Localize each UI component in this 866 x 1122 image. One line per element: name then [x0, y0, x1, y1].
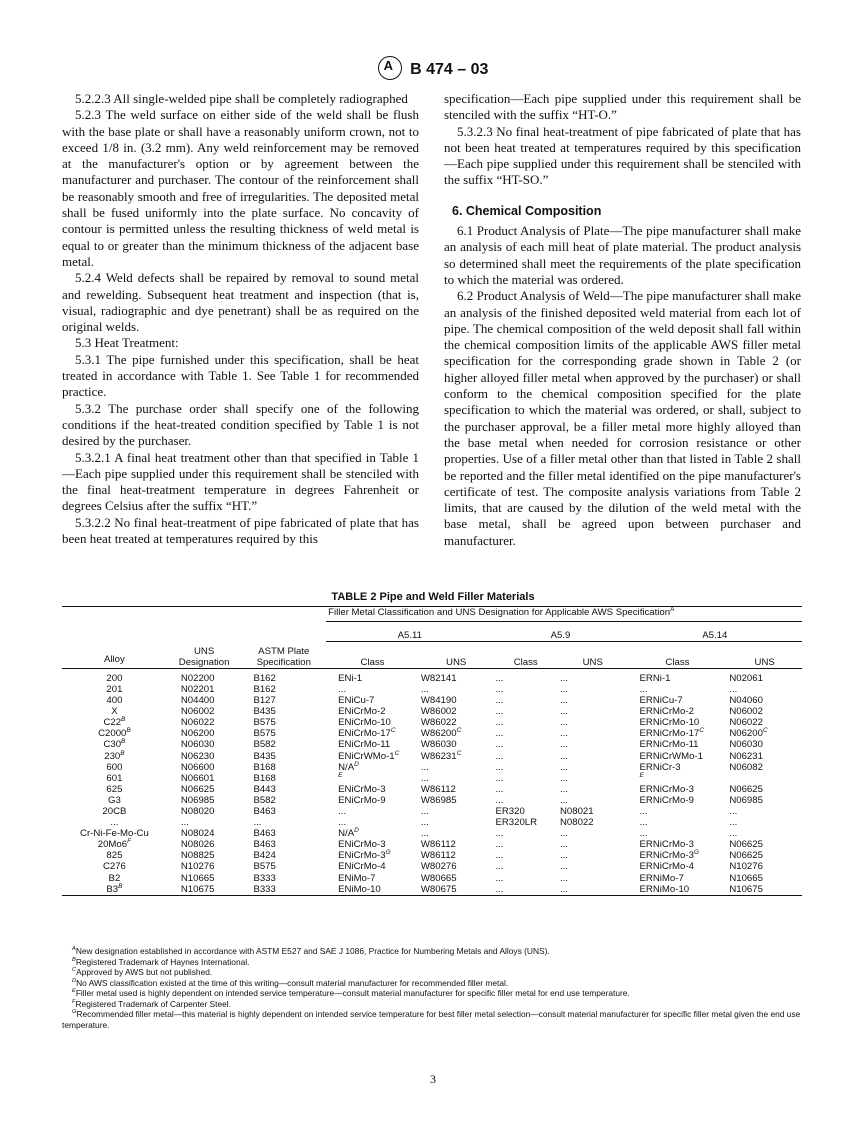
footnote-letter: A	[72, 946, 76, 953]
table-cell: ...	[495, 750, 504, 762]
table-cell: Cr-Ni-Fe-Mo-Cu	[80, 828, 149, 840]
col-a5-14-class: Class	[628, 642, 728, 669]
table-cell: ERNiCrWMo-1	[639, 750, 703, 762]
table-cell: ...	[180, 817, 189, 829]
footnote-letter: F	[72, 998, 76, 1005]
table-row	[62, 695, 802, 706]
footnote-marker: C	[456, 727, 462, 735]
group-header-text: Filler Metal Classification and UNS Designation for Applicable AWS Specification	[328, 607, 671, 618]
table-cell: W86112	[420, 839, 456, 851]
para-5-3-2-2: 5.3.2.2 No final heat-treatment of pipe fabricated of plate that has been heat treated at temperatures required by this	[62, 514, 419, 547]
table-cell: ...	[559, 739, 568, 751]
table-cell: ...	[495, 783, 504, 795]
table-cell: ...	[420, 772, 429, 784]
table-cell: ENiCu-7	[338, 695, 375, 707]
para-5-2-3: 5.2.3 The weld surface on either side of the weld shall be flush with the base plate or shall have a reasonably uniform crown, not to exceed 1/8 in. (3.2 mm). Any weld reinforcement may be removed at the manufacturer's option or by agreement between the manufacturer and purchaser. The contour of the reinforcement shall be reasonably smooth and free of irregularities. The deposited metal shall be fused uniformly into the plate surface. No concavity of contour is permitted unless the resulting thickness of weld metal is equal to or greater than the minimum thickness of the adjacent base metal.	[62, 107, 419, 269]
table-cell: ...	[495, 672, 504, 684]
col-a5-11-uns: UNS	[419, 642, 494, 669]
table-cell: ...	[495, 828, 504, 840]
table-cell: ERNiCrMo-10	[639, 717, 700, 729]
table-cell: N02200	[180, 672, 215, 684]
table-cell: N08825	[180, 850, 215, 862]
table-cell: ...	[559, 872, 568, 884]
footnote	[62, 967, 802, 978]
table-cell: ENi-1	[338, 672, 363, 684]
table-cell: W80675	[420, 883, 457, 895]
page-number: 3	[430, 1072, 436, 1086]
table-cell: $N06200^C$	[729, 727, 768, 740]
table-cell: ...	[559, 728, 568, 740]
table-cell: ENiCrMo-9	[338, 794, 386, 806]
table-cell: $C22^B$	[103, 716, 126, 729]
table-cell: ...	[495, 717, 504, 729]
para-5-3-2-1: 5.3.2.1 A final heat treatment other than that specified in Table 1—Each pipe supplied under this requirement shall be stenciled with the final heat-treatment temperature in degrees Fahrenheit or degrees Celsius after the suffix “HT.”	[62, 449, 419, 514]
col-alloy: Alloy	[62, 642, 167, 669]
table-cell: N06985	[180, 794, 215, 806]
table-cell: N02201	[180, 683, 215, 695]
table-cell: B333	[253, 883, 276, 895]
table-cell: ...	[559, 794, 568, 806]
table-cell: ENiCrMo-2	[338, 706, 386, 718]
table-cell: N10276	[729, 861, 763, 873]
para-5-3-2: 5.3.2 The purchase order shall specify one of the following conditions if the heat-treated condition specified by Table 1 is not desired by the purchaser.	[62, 400, 419, 449]
table-cell: ...	[110, 817, 119, 829]
table-cell: $N/A^D$	[338, 827, 359, 840]
table-cell: B463	[253, 828, 276, 840]
designation: B 474 – 03	[410, 61, 489, 79]
table-cell: B463	[253, 839, 276, 851]
table-cell: $W86200^C$	[420, 727, 462, 740]
footnote-letter: C	[72, 967, 77, 974]
table-cell: ...	[639, 806, 648, 817]
table-cell: 825	[106, 850, 123, 862]
table-cell: ...	[559, 695, 568, 707]
table-cell: W86112	[420, 850, 456, 862]
table-cell: B127	[253, 695, 276, 707]
table-cell: ...	[729, 817, 738, 829]
footnote-marker: C	[456, 749, 462, 757]
table-cell: B424	[253, 850, 276, 862]
table-cell: W86112	[420, 783, 456, 795]
table-cell: N06230	[180, 750, 215, 762]
table-cell: N06002	[180, 706, 215, 718]
footnote-marker: F	[127, 838, 132, 846]
table-cell: B168	[253, 761, 276, 773]
table-cell: ...	[338, 683, 347, 695]
table-row	[62, 762, 802, 773]
table-cell: B435	[253, 706, 276, 718]
table-cell: ER320	[495, 806, 525, 817]
footnote-marker: B	[121, 716, 126, 724]
table-cell: ENiCrMo-$17^C$	[338, 727, 396, 740]
table-cell: C276	[102, 861, 126, 873]
footnote-text: No AWS classification existed at the time of this writing—consult material manufacturer for recommended filler metal.	[76, 977, 509, 988]
left-column	[62, 91, 419, 547]
table-cell: N08022	[559, 817, 594, 829]
table-cell: N06082	[729, 761, 763, 773]
table-cell: ...	[559, 783, 568, 795]
footnote-marker: B	[118, 882, 123, 890]
table-cell: ERNiCrMo-$3^G$	[639, 849, 699, 862]
table-row	[62, 773, 802, 784]
table-cell: ERNiMo-10	[639, 883, 690, 895]
table-cell: ERNiCrMo-3	[639, 783, 694, 795]
table-cell: N08026	[180, 839, 215, 851]
table-cell: ENiMo-10	[338, 883, 381, 895]
table-cell: ...	[495, 728, 504, 740]
table-cell: N10276	[180, 861, 215, 873]
footnote-marker: D	[354, 760, 359, 768]
table-cell: 20CB	[102, 806, 127, 817]
table-cell: N10675	[180, 883, 215, 895]
footnote-text: Registered Trademark of Haynes International.	[75, 956, 250, 967]
table-cell: ...	[420, 761, 429, 773]
footnote	[62, 957, 802, 968]
table-cell: ...	[559, 717, 568, 729]
table-cell: ERNiMo-7	[639, 872, 684, 884]
footnote	[62, 999, 802, 1010]
footnote-text: New designation established in accordance with ASTM E527 and SAE J 1086, Practice for Numbering Metals and Alloys (UNS).	[75, 946, 550, 956]
para-6-2: 6.2 Product Analysis of Weld—The pipe manufacturer shall make an analysis of the finished deposited weld material from each lot of pipe. The chemical composition of the weld deposit shall fall within the chemical composition limits of the applicable AWS filler metal specification for the corresponding grade shown in Table 2 (or higher alloyed filler metal when approved by the purchaser) or shall conform to the chemical composition specified for the plate specification to which the material was ordered, or shall, subject to the purchaser approval, be a filler metal more highly alloyed than the base metal when needed for corrosion resistance or other properties. Use of a filler metal other than that listed in Table 2 shall be reported and the filler metal identified on the pipe manufacturer's certificate of test. The composite analysis variations from Table 2 limits, that are caused by the dilution of the weld metal with the base metal, shall be agreed upon between purchaser and manufacturer.	[444, 288, 801, 548]
table-cell: W86030	[420, 739, 457, 751]
table-cell: ERNiCr-3	[639, 761, 681, 773]
table-cell: X	[111, 706, 118, 718]
table-cell: ...	[559, 683, 568, 695]
table-cell: N08021	[559, 806, 594, 817]
table-cell: B582	[253, 739, 276, 751]
table-cell: N08024	[180, 828, 215, 840]
table-cell: $230^B$	[104, 749, 125, 762]
footnote-letter: B	[72, 956, 76, 963]
table-cell: ...	[253, 817, 262, 829]
footnote	[62, 978, 802, 989]
table-cell: N06022	[729, 717, 763, 729]
footnote-marker: E	[338, 771, 343, 779]
footnote-letter: G	[72, 1009, 77, 1016]
table-cell: ...	[639, 817, 648, 829]
footnote-marker: D	[354, 827, 359, 834]
table-cell: W86022	[420, 717, 457, 729]
table-cell: ENiCrMo-3	[338, 839, 386, 851]
table-cell: ENiCrMo-3	[338, 783, 386, 795]
table-cell: ...	[420, 806, 429, 817]
table-row	[62, 668, 802, 684]
table-footnotes	[62, 946, 802, 1030]
table-cell	[326, 773, 419, 784]
para-5-3-1: 5.3.1 The pipe furnished under this specification, shall be heat treated in accordance with Table 1. See Table 1 for recommended practice.	[62, 351, 419, 400]
table-cell: N06002	[729, 706, 763, 718]
table-cell: N10675	[729, 883, 763, 895]
footnote-marker: B	[120, 749, 125, 757]
table-cell: ...	[559, 883, 568, 895]
table-cell: $20Mo6^F$	[97, 838, 132, 851]
footnote	[62, 946, 802, 957]
spec-a5-11: A5.11	[326, 622, 493, 642]
table-cell: W82141	[420, 672, 457, 684]
para-continued: specification—Each pipe supplied under this requirement shall be stenciled with the suffix “HT-O.”	[444, 91, 801, 123]
table-cell: B435	[253, 750, 276, 762]
table-cell: N04400	[180, 695, 215, 707]
para-6-1: 6.1 Product Analysis of Plate—The pipe manufacturer shall make an analysis of each mill heat of plate material. The product analysis so determined shall meet the requirements of the plate specification to which the material was ordered.	[444, 223, 801, 287]
para-5-3-2-3: 5.3.2.3 No final heat-treatment of pipe fabricated of plate that has not been heat treated at temperatures required by this specification—Each pipe supplied under this requirement shall be stenciled with the suffix “HT-SO.”	[444, 123, 801, 188]
table-cell: N06985	[729, 794, 763, 806]
table-cell: N08020	[180, 806, 215, 817]
footnote-text: Recommended filler metal—this material is highly dependent on intended service temperature for best filler metal selection—consult material manufacturer for specific filler metal given the end use temperature.	[62, 1009, 801, 1030]
table-cell: N06200	[180, 728, 215, 740]
table-cell: W80276	[420, 861, 457, 873]
table-cell: ...	[495, 739, 504, 751]
table-cell: ...	[559, 761, 568, 773]
footnote	[62, 988, 802, 999]
table-cell: ...	[559, 828, 568, 840]
table-cell: $N/A^D$	[338, 760, 359, 773]
table-cell: ...	[495, 861, 504, 873]
table-cell: ENiCrMo-11	[338, 739, 391, 751]
table-row	[62, 684, 802, 695]
table-row	[62, 717, 802, 728]
table-cell: B162	[253, 672, 276, 684]
table-cell: ...	[420, 817, 429, 829]
table-cell: 200	[106, 672, 123, 684]
footnote-letter: D	[72, 977, 77, 984]
table-cell: W80665	[420, 872, 457, 884]
table-row	[62, 861, 802, 872]
col-a5-11-class: Class	[326, 642, 419, 669]
spec-a5-14: A5.14	[628, 622, 802, 642]
footnote-marker: B	[126, 727, 131, 735]
footnote-text: Approved by AWS but not published.	[76, 967, 213, 977]
col-a5-14-uns: UNS	[727, 642, 802, 669]
table-row	[62, 817, 802, 828]
para-5-2-2-3: 5.2.2.3 All single-welded pipe shall be completely radiographed	[75, 91, 408, 106]
table-row	[62, 706, 802, 717]
table-cell: ERNiCrMo-2	[639, 706, 694, 718]
table-cell: B575	[253, 861, 276, 873]
right-column	[444, 91, 801, 549]
table-cell: ERNiCu-7	[639, 695, 683, 707]
table-cell	[727, 773, 802, 784]
footnote-text: Filler metal used is highly dependent on intended service temperature—consult material manufacturer for specific filler metal for end use temperature.	[75, 988, 630, 998]
table-row	[62, 784, 802, 795]
table-cell: ...	[338, 817, 347, 829]
table-row	[62, 739, 802, 750]
table-cell: W86985	[420, 794, 457, 806]
table-cell: B168	[253, 772, 276, 784]
table-cell: ...	[495, 850, 504, 862]
table-row	[62, 828, 802, 839]
table-cell: B443	[253, 783, 276, 795]
table-title: TABLE 2 Pipe and Weld Filler Materials	[331, 591, 535, 603]
table-cell: N06625	[729, 839, 763, 851]
table-cell: ...	[559, 672, 568, 684]
table-cell: ...	[729, 806, 738, 817]
table-cell: ...	[729, 828, 738, 840]
table-row	[62, 795, 802, 806]
table-cell: ERNi-1	[639, 672, 671, 684]
table-cell: B582	[253, 794, 276, 806]
table-cell: ENiCrMo-10	[338, 717, 391, 729]
table-cell: ENiCrMo-4	[338, 861, 386, 873]
table-cell	[628, 773, 728, 784]
table-cell: N10665	[729, 872, 763, 884]
table-cell: B162	[253, 683, 276, 695]
para-5-3: 5.3 Heat Treatment:	[75, 335, 179, 351]
table-body	[62, 668, 802, 895]
table-row	[62, 728, 802, 739]
footnote-letter: E	[72, 988, 76, 995]
col-a5-9-uns: UNS	[558, 642, 628, 669]
col-uns-designation: UNS Designation	[167, 642, 242, 669]
table-cell: N06625	[729, 850, 763, 862]
table-cell: W86002	[420, 706, 457, 718]
table-cell: ERNiCrMo-$17^C$	[639, 727, 704, 740]
table-cell: ER320LR	[495, 817, 538, 829]
astm-logo-icon	[378, 56, 402, 80]
table-row	[62, 884, 802, 896]
filler-materials-table	[62, 606, 802, 896]
table-cell: ...	[639, 828, 648, 840]
footnote-marker: C	[394, 749, 400, 757]
para-5-2-4: 5.2.4 Weld defects shall be repaired by removal to sound metal and rewelding. Subsequent heat treatment and inspection (that is, visual, radiographic and dye penetrant) shall be as required on the original welds.	[62, 270, 419, 335]
table-cell: N06030	[180, 739, 215, 751]
table-cell: ...	[495, 706, 504, 718]
table-cell: 625	[106, 783, 123, 795]
table-cell: ...	[495, 872, 504, 884]
table-cell: 400	[106, 695, 123, 707]
table-cell: B463	[253, 806, 276, 817]
table-cell: ...	[495, 883, 504, 895]
table-cell: N06600	[180, 761, 215, 773]
table-cell: ...	[495, 761, 504, 773]
spec-a5-9: A5.9	[493, 622, 627, 642]
col-a5-9-class: Class	[493, 642, 558, 669]
table-cell: N04060	[729, 695, 763, 707]
table-cell: 201	[106, 683, 123, 695]
table-cell: ...	[420, 828, 429, 840]
table-cell: ERNiCrMo-9	[639, 794, 694, 806]
table-cell: $C30^B$	[103, 738, 126, 751]
table-cell: ENiMo-7	[338, 872, 376, 884]
table-cell: $B3^B$	[106, 882, 123, 895]
group-header	[326, 607, 802, 622]
table-cell: ENiCrMo-$3^G$	[338, 849, 391, 862]
table-cell: ...	[495, 794, 504, 806]
footnote	[62, 1009, 802, 1030]
table-row	[62, 751, 802, 762]
footnote-marker: C	[762, 727, 768, 735]
table-cell: ...	[559, 750, 568, 762]
table-cell: ...	[559, 839, 568, 851]
table-row	[62, 806, 802, 817]
footnote-text: Registered Trademark of Carpenter Steel.	[75, 998, 231, 1009]
table-cell: ...	[559, 850, 568, 862]
table-row	[62, 839, 802, 850]
table-cell: ERNiCrMo-3	[639, 839, 694, 851]
table-cell: N06625	[180, 783, 215, 795]
col-astm-plate-spec: ASTM Plate Specification	[241, 642, 326, 669]
table-cell: ENiCrWMo-$1^C$	[338, 749, 400, 762]
footnote-marker: C	[390, 727, 396, 735]
table-cell: B333	[253, 872, 276, 884]
footnote-marker: C	[699, 727, 704, 735]
page-header	[0, 58, 866, 82]
table-cell: ...	[559, 861, 568, 873]
table-cell: 600	[106, 761, 123, 773]
table-row	[62, 850, 802, 861]
footnote-marker: G	[385, 849, 391, 857]
table-cell: B2	[108, 872, 121, 884]
table-cell: N06231	[729, 750, 763, 762]
table-cell: ...	[495, 683, 504, 695]
table-cell: B575	[253, 717, 276, 729]
table-cell: N02061	[729, 672, 763, 684]
table-cell: $W86231^C$	[420, 749, 462, 762]
table-cell: ...	[338, 806, 347, 817]
footnote-marker: E	[639, 771, 644, 779]
table-cell: ...	[495, 839, 504, 851]
table-cell: ...	[639, 683, 648, 695]
table-cell: N06022	[180, 717, 215, 729]
table-row	[62, 873, 802, 884]
table-cell: B575	[253, 728, 276, 740]
table-cell: $C2000^B$	[98, 727, 131, 740]
table-cell: ...	[495, 772, 504, 784]
table-cell: N06625	[729, 783, 763, 795]
table-cell: ERNiCrMo-11	[639, 739, 699, 751]
table-cell: 601	[106, 772, 123, 784]
table-cell: ...	[420, 683, 429, 695]
table-cell: ...	[729, 683, 738, 695]
table-cell: N06601	[180, 772, 215, 784]
table-cell: W84190	[420, 695, 457, 707]
table-cell: ...	[495, 695, 504, 707]
group-header-sup: A	[670, 605, 675, 613]
table-cell: ...	[559, 706, 568, 718]
table-cell: G3	[108, 794, 121, 806]
footnote-marker: B	[121, 738, 126, 746]
table-cell: ...	[559, 772, 568, 784]
table-cell: ERNiCrMo-4	[639, 861, 694, 873]
table-cell: N06030	[729, 739, 763, 751]
section-heading: 6. Chemical Composition	[452, 203, 602, 218]
table-cell: N10665	[180, 872, 215, 884]
footnote-marker: G	[693, 849, 699, 857]
